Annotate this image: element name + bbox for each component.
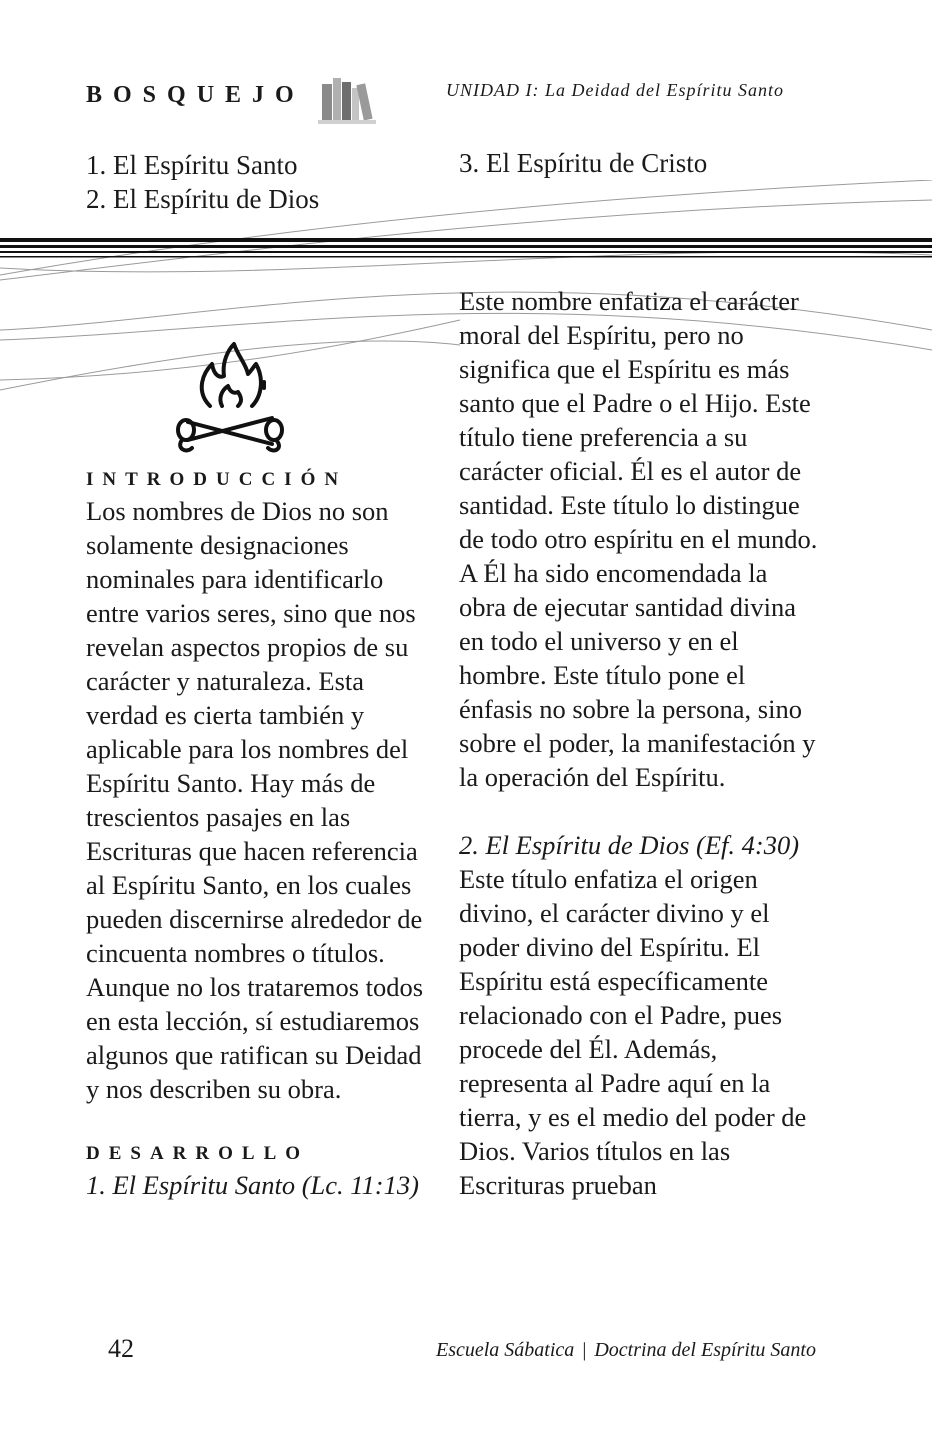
left-column	[86, 466, 436, 1202]
footer-book: Escuela Sábatica	[436, 1339, 575, 1361]
development-heading: DESARROLLO	[86, 1143, 310, 1164]
outline-item: 3. El Espíritu de Cristo	[459, 148, 708, 178]
introduction-text: Los nombres de Dios no son solamente designaciones nominales para identificarlo entre varios seres, sino que nos revelan aspectos propios de su carácter y naturaleza. Esta verdad es cierta también y aplicable para los nombres del Espíritu Santo. Hay más de trescientos pasajes en las Escrituras que hacen referencia al Espíritu Santo, en los cuales pueden discernirse alrededor de cincuenta nombres o títulos. Aunque no los trataremos todos en esta lección, sí estudiaremos algunos que ratifican su Deidad y nos describen su obra.	[86, 496, 424, 1104]
section1-text: Este nombre enfatiza el carácter moral del Espíritu, pero no significa que el Espíritu es más santo que el Padre o el Hijo. Este título tiene preferencia a su carácter oficial. Él es el autor de santidad. Este título lo distingue de todo otro espíritu en el mundo. A Él ha sido encomendada la obra de ejecutar santidad divina en todo el universo y en el hombre. Este título pone el énfasis no sobre la persona, sino sobre el poder, la manifestación y la operación del Espíritu.	[459, 286, 818, 792]
section2-title: 2. El Espíritu de Dios (Ef. 4:30)	[459, 830, 800, 860]
outline-item: 1. El Espíritu Santo	[86, 150, 298, 180]
footer-separator: |	[582, 1339, 587, 1361]
outline-list-right	[459, 146, 707, 180]
page-number: 42	[108, 1334, 134, 1363]
right-column	[459, 284, 819, 1202]
unit-title: UNIDAD I: La Deidad del Espíritu Santo	[446, 80, 784, 100]
footer-subtitle: Doctrina del Espíritu Santo	[594, 1339, 816, 1361]
section1-title: 1. El Espíritu Santo (Lc. 11:13)	[86, 1170, 419, 1200]
section2-text: Este título enfatiza el origen divino, el carácter divino y el poder divino del Espíritu. El Espíritu está específicamente relacionado con el Padre, pues procede del Él. Además, representa al Padre aquí en la tierra, y es el medio del poder de Dios. Varios títulos en las Escrituras prueban	[459, 864, 807, 1200]
introduction-heading: INTRODUCCIÓN	[86, 469, 348, 490]
footer-title	[436, 1339, 816, 1362]
outline-item: 2. El Espíritu de Dios	[86, 184, 320, 214]
campfire-icon	[172, 340, 290, 458]
books-icon	[318, 70, 376, 126]
section-label: BOSQUEJO	[86, 82, 305, 108]
